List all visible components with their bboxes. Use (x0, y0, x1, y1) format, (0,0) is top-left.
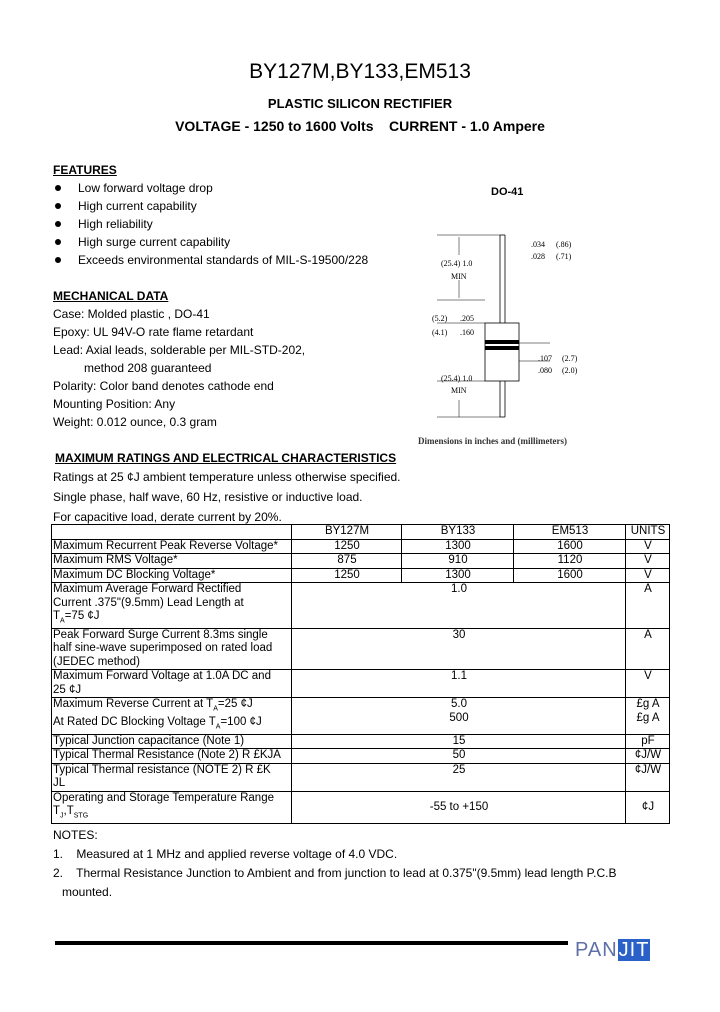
dim-lead-dia-in: .034 (531, 240, 545, 249)
voltage-current-line: VOLTAGE - 1250 to 1600 Volts CURRENT - 1.0 Ampere (175, 118, 545, 134)
table-row: Maximum Forward Voltage at 1.0A DC and 25 ¢J 1.1 V (52, 670, 670, 698)
table-row: Typical Thermal resistance (NOTE 2) R £K JL 25 ¢J/W (52, 763, 670, 791)
dim-lead-dia-mm-min: (.71) (556, 252, 572, 261)
dimensions-caption: Dimensions in inches and (millimeters) (418, 436, 568, 446)
ratings-table (51, 524, 670, 824)
feature-item: High reliability (78, 217, 153, 231)
feature-item: High surge current capability (78, 235, 231, 249)
column-header-by133: BY133 (402, 525, 514, 540)
mechanical-line: Epoxy: UL 94V-O rate flame retardant (53, 325, 254, 339)
dim-body-len-in: .205 (460, 314, 474, 323)
package-outline-drawing (410, 225, 610, 425)
feature-item: Low forward voltage drop (78, 181, 213, 195)
bullet-icon (55, 185, 61, 191)
panjit-logo: PANJIT (575, 939, 650, 961)
dim-body-dia-mm-min: (2.0) (562, 366, 578, 375)
dim-top-lead-length: (25.4) 1.0 (441, 259, 473, 268)
column-header-by127m: BY127M (292, 525, 402, 540)
condition-line: Ratings at 25 ¢J ambient temperature unless otherwise specified. (53, 470, 401, 484)
dim-lead-dia-mm: (.86) (556, 240, 572, 249)
dim-top-lead-min: MIN (451, 272, 467, 281)
page-title: BY127M,BY133,EM513 (249, 60, 471, 83)
column-header-parameter (52, 525, 292, 540)
mechanical-line: Weight: 0.012 ounce, 0.3 gram (53, 415, 217, 429)
dim-body-len-mm-min: (4.1) (432, 328, 448, 337)
table-row: Maximum Recurrent Peak Reverse Voltage* 1250 1300 1600 V (52, 539, 670, 554)
bullet-icon (55, 221, 61, 227)
table-row: Peak Forward Surge Current 8.3ms single half sine-wave superimposed on rated load (JEDEC method) 30 A (52, 628, 670, 670)
table-row: Operating and Storage Temperature Range $T_J,T_{STG}$ -55 to +150 ¢J (52, 791, 670, 823)
column-header-units: UNITS (626, 525, 670, 540)
footer-rule (55, 941, 568, 945)
mechanical-line: Mounting Position: Any (53, 397, 176, 411)
dim-bottom-lead-min: MIN (451, 386, 467, 395)
dim-lead-dia-in-min: .028 (531, 252, 545, 261)
mechanical-line: method 208 guaranteed (84, 361, 212, 375)
mechanical-line: Polarity: Color band denotes cathode end (53, 379, 274, 393)
note-2-continued: mounted. (62, 885, 113, 899)
table-row: Maximum Average Forward Rectified Current .375"(9.5mm) Lead Length at $T_A=75$ ¢J 1.0 A (52, 583, 670, 629)
product-subtitle: PLASTIC SILICON RECTIFIER (267, 96, 453, 111)
table-row: Maximum Reverse Current at $T_A=25$ ¢J At Rated DC Blocking Voltage $T_A=100$ ¢J 5.0 500 £g A £g A (52, 698, 670, 735)
table-header-row (52, 525, 670, 540)
dim-body-len-in-min: .160 (460, 328, 474, 337)
dim-body-dia-in: .107 (538, 354, 552, 363)
table-row: Typical Thermal Resistance (Note 2) R £KJA 50 ¢J/W (52, 749, 670, 764)
dim-bottom-lead-length: (25.4) 1.0 (441, 374, 473, 383)
note-1: 1. Measured at 1 MHz and applied reverse voltage of 4.0 VDC. (53, 847, 398, 861)
package-name: DO-41 (491, 186, 524, 198)
notes-heading: NOTES: (53, 828, 98, 842)
ratings-heading: MAXIMUM RATINGS AND ELECTRICAL CHARACTERISTICS (55, 451, 397, 465)
mechanical-heading: MECHANICAL DATA (53, 289, 169, 303)
bullet-icon (55, 257, 61, 263)
dim-body-dia-in-min: .080 (538, 366, 552, 375)
mechanical-line: Case: Molded plastic , DO-41 (53, 307, 210, 321)
dim-body-len-mm: (5.2) (432, 314, 448, 323)
feature-item: High current capability (78, 199, 197, 213)
condition-line: Single phase, half wave, 60 Hz, resistive or inductive load. (53, 490, 363, 504)
dim-body-dia-mm: (2.7) (562, 354, 578, 363)
column-header-em513: EM513 (514, 525, 626, 540)
bullet-icon (55, 239, 61, 245)
features-heading: FEATURES (53, 163, 117, 177)
table-row: Maximum DC Blocking Voltage* 1250 1300 1600 V (52, 568, 670, 583)
table-row: Typical Junction capacitance (Note 1) 15 pF (52, 734, 670, 749)
feature-item: Exceeds environmental standards of MIL-S-19500/228 (78, 253, 369, 267)
bullet-icon (55, 203, 61, 209)
condition-line: For capacitive load, derate current by 20%. (53, 510, 282, 524)
mechanical-line: Lead: Axial leads, solderable per MIL-STD-202, (53, 343, 306, 357)
table-row: Maximum RMS Voltage* 875 910 1120 V (52, 554, 670, 569)
note-2: 2. Thermal Resistance Junction to Ambient and from junction to lead at 0.375"(9.5mm) lead length P.C.B (53, 866, 617, 880)
